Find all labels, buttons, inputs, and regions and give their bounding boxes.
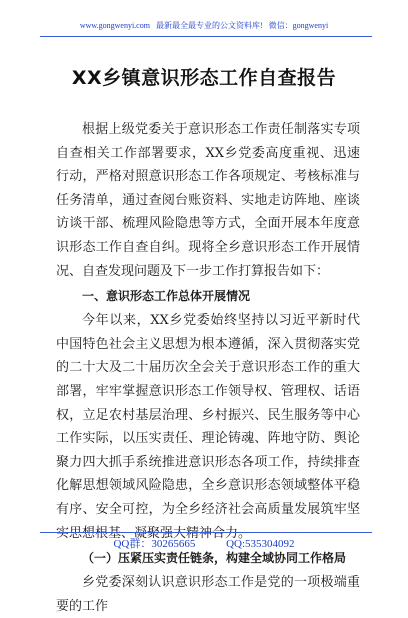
header-wechat: 微信：gongwenyi — [268, 21, 329, 30]
footer-divider — [40, 532, 372, 533]
page-footer — [0, 536, 408, 552]
footer-qq-group: QQ群：30265665 — [113, 538, 196, 550]
section-paragraph-1: 今年以来，XX乡党委始终坚持以习近平新时代中国特色社会主义思想为根本遵循，深入贯彻落实党的二十大及二十届历次全会关于意识形态工作的重大部署，牢牢掌握意识形态工作领导权、管理权、话语权，立足农村基层治理、乡村振兴、民生服务等中心工作实际，以压实责任、理论铸魂、阵地守防、舆论聚力四大抓手系统推进意识形态各项工作，持续排查化解思想领域风险隐患，全乡意识形态领域整体平稳有序、安全可控，为全乡经济社会高质量发展筑牢坚实思想根基、凝聚强大精神合力。 — [56, 313, 360, 541]
page-header — [0, 20, 408, 32]
footer-qq-contact: QQ:535304092 — [226, 538, 295, 550]
header-slogan: 最新最全最专业的公文资料库! — [155, 21, 263, 30]
subsection-paragraph-1: 乡党委深刻认识意识形态工作是党的一项极端重要的工作 — [56, 575, 360, 614]
document-title: XX乡镇意识形态工作自查报告 — [71, 67, 337, 89]
section-heading-1: 一、意识形态工作总体开展情况 — [82, 289, 251, 304]
header-divider — [40, 36, 372, 37]
subsection-heading-1: （一）压紧压实责任链条，构建全域协同工作格局 — [82, 551, 347, 566]
intro-paragraph: 根据上级党委关于意识形态工作责任制落实专项自查相关工作部署要求，XX乡党委高度重视、迅速行动，严格对照意识形态工作各项规定、考核标准与任务清单，通过查阅台账资料、实地走访阵地、座谈访谈干部、梳理风险隐患等方式，全面开展本年度意识形态工作自查自纠。现将全乡意识形态工作开展情况、自查发现问题及下一步工作打算报告如下： — [56, 122, 360, 279]
header-site-link[interactable]: www.gongwenyi.com — [79, 21, 150, 30]
